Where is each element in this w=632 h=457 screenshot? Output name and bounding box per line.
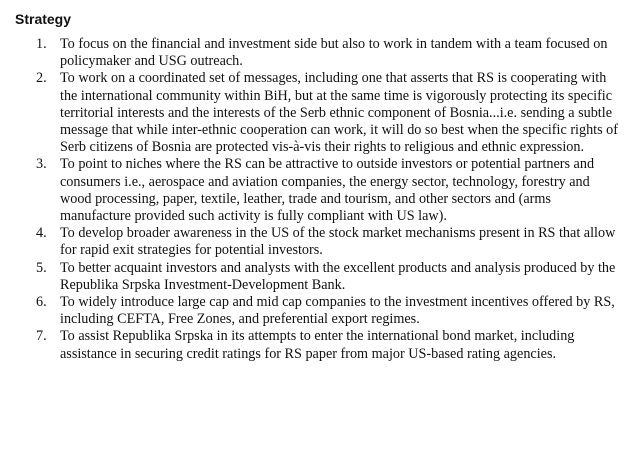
item-text: To develop broader awareness in the US of the stock market mechanisms present in RS that allow for rapid exit strategies for potential investors.: [60, 225, 616, 259]
list-item: [36, 328, 622, 362]
list-item: [36, 294, 622, 328]
item-number: 5.: [36, 259, 47, 276]
list-item: [36, 225, 622, 259]
item-number: 2.: [36, 70, 47, 87]
item-number: 1.: [36, 36, 47, 52]
section-heading: Strategy: [15, 11, 72, 27]
item-text: To work on a coordinated set of messages, including one that asserts that RS is cooperating with the international community within BiH, but at the same time is vigorously protecting its specific territorial interests and the interests of the Serb ethnic component of Bosnia...i.e. sending a subtle message that while inter-ethnic cooperation can work, it will do so best when the specific rights of Serb citizens of Bosnia are protected vis-à-vis their rights to religious and ethnic expression.: [60, 70, 618, 156]
list-item: [36, 260, 622, 294]
item-text: To widely introduce large cap and mid cap companies to the investment incentives offered by RS, including CEFTA, Free Zones, and preferential export regimes.: [60, 294, 615, 328]
item-number: 6.: [36, 294, 47, 311]
item-text: To assist Republika Srpska in its attempts to enter the international bond market, including assistance in securing credit ratings for RS paper from major US-based rating agencies.: [60, 328, 575, 362]
list-item: [36, 156, 622, 225]
strategy-list: [36, 36, 622, 363]
item-number: 3.: [36, 156, 47, 173]
item-number: 4.: [36, 225, 47, 242]
item-number: 7.: [36, 328, 47, 345]
list-item: [36, 36, 622, 70]
item-text: To point to niches where the RS can be attractive to outside investors or potential partners and consumers i.e., aerospace and aviation companies, the energy sector, technology, forestry and wood processing, paper, textile, leather, trade and tourism, and other sectors and (arms manufacture provided such activity is fully compliant with US law).: [60, 156, 595, 225]
list-item: [36, 70, 622, 156]
item-text: To focus on the financial and investment side but also to work in tandem with a team focused on policymaker and USG outreach.: [60, 36, 608, 70]
item-text: To better acquaint investors and analysts with the excellent products and analysis produced by the Republika Srpska Investment-Development Bank.: [60, 259, 616, 293]
